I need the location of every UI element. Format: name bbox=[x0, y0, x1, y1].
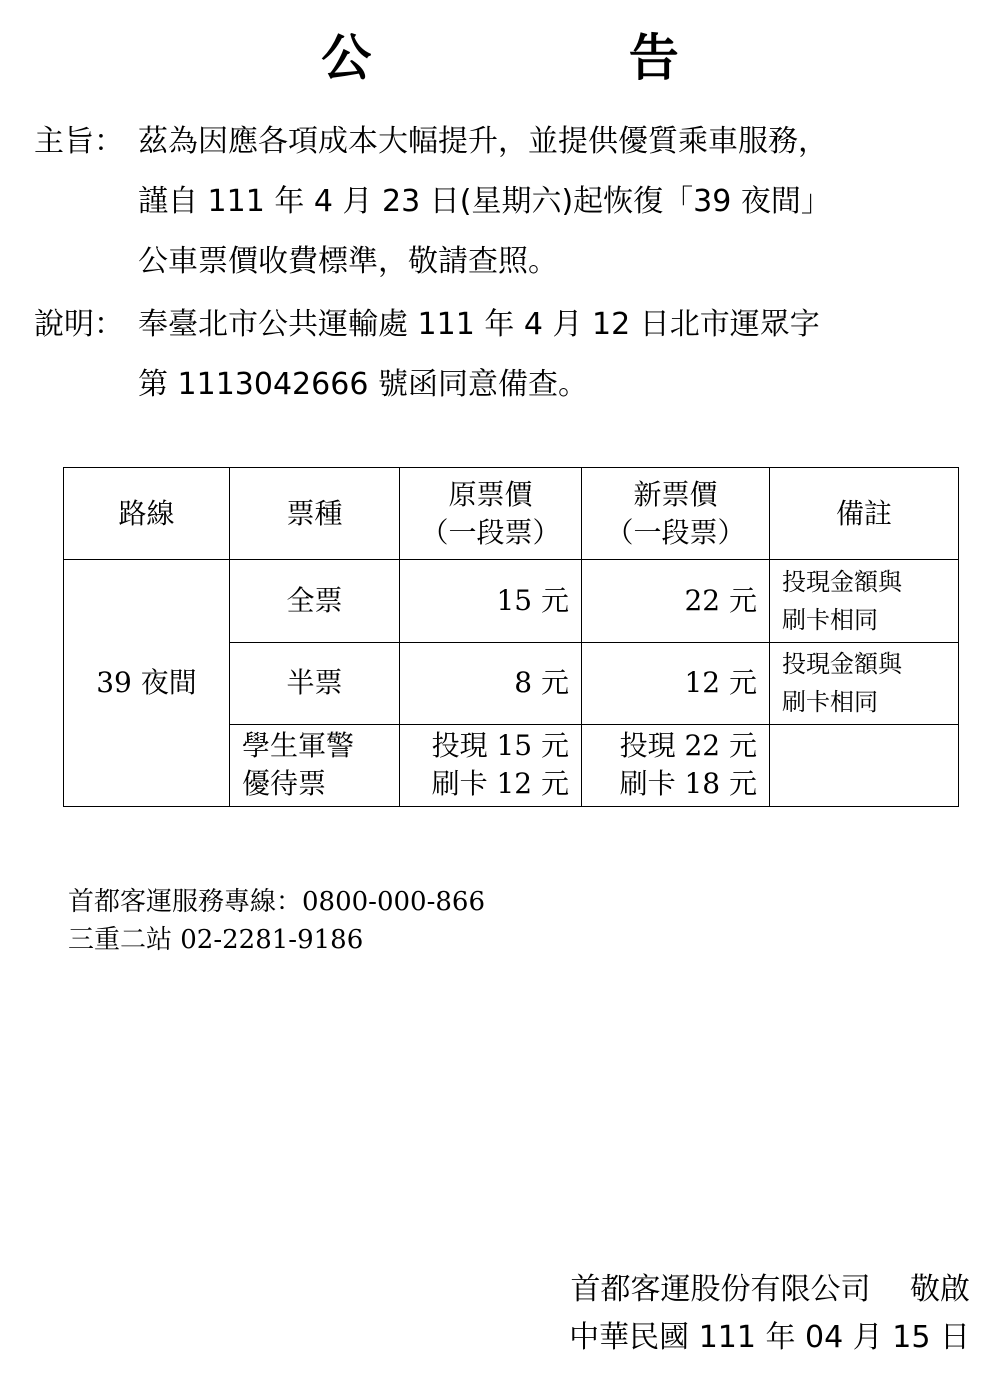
ticket-type-cell bbox=[230, 724, 400, 806]
old-price-card: 刷卡 12 元 bbox=[431, 767, 569, 801]
remark-text-1: 投現金額與 bbox=[782, 567, 902, 596]
subject-text-3: 公車票價收費標準，敬請查照。 bbox=[138, 244, 558, 279]
notice-title: 公 告 bbox=[321, 29, 799, 87]
old-price-cell bbox=[400, 560, 582, 642]
subject-line-1 bbox=[0, 122, 1000, 162]
header-ticket-type: 票種 bbox=[230, 468, 400, 560]
remark-text-2: 刷卡相同 bbox=[782, 688, 878, 717]
explanation-label: 說明： bbox=[34, 307, 124, 342]
explanation-text-1: 奉臺北市公共運輸處 111 年 4 月 12 日北市運眾字 bbox=[138, 307, 820, 342]
subject-text-2: 謹自 111 年 4 月 23 日(星期六)起恢復「39 夜間」 bbox=[138, 184, 831, 219]
ticket-type-text: 全票 bbox=[286, 583, 343, 617]
remark-text-2: 刷卡相同 bbox=[782, 605, 878, 634]
header-new-price-line-1: 新票價 bbox=[633, 477, 718, 511]
remark-cell bbox=[770, 560, 959, 642]
subject-text-1: 茲為因應各項成本大幅提升，並提供優質乘車服務， bbox=[138, 124, 828, 159]
explanation-text-2: 第 1113042666 號函同意備查。 bbox=[138, 367, 588, 402]
subject-line-2 bbox=[0, 182, 1000, 222]
fare-table bbox=[63, 467, 959, 807]
remark-cell bbox=[770, 642, 959, 724]
notice-date: 中華民國 111 年 04 月 15 日 bbox=[569, 1320, 970, 1355]
subject-line-3 bbox=[0, 242, 1000, 282]
header-old-price-line-1: 原票價 bbox=[448, 477, 533, 511]
new-price-text: 22 元 bbox=[684, 583, 757, 617]
new-price-cash: 投現 22 元 bbox=[619, 729, 757, 763]
ticket-type-cell bbox=[230, 642, 400, 724]
header-route: 路線 bbox=[64, 468, 230, 560]
old-price-cell bbox=[400, 642, 582, 724]
new-price-text: 12 元 bbox=[684, 666, 757, 700]
station-phone: 三重二站 02-2281-9186 bbox=[68, 925, 364, 955]
new-price-cell bbox=[582, 560, 770, 642]
header-new-price-line-2: （一段票） bbox=[605, 515, 746, 549]
explanation-line-2 bbox=[0, 365, 1000, 405]
service-hotline: 首都客運服務專線：0800-000-866 bbox=[68, 887, 485, 917]
ticket-type-text: 半票 bbox=[286, 666, 343, 700]
ticket-type-cell bbox=[230, 560, 400, 642]
header-remarks: 備註 bbox=[770, 468, 959, 560]
remark-cell bbox=[770, 724, 959, 806]
old-price-cash: 投現 15 元 bbox=[431, 729, 569, 763]
explanation-line-1 bbox=[0, 305, 1000, 345]
new-price-card: 刷卡 18 元 bbox=[619, 767, 757, 801]
company-signature: 首都客運股份有限公司 敬啟 bbox=[570, 1272, 970, 1307]
old-price-cell bbox=[400, 724, 582, 806]
new-price-cell bbox=[582, 724, 770, 806]
ticket-type-text-2: 優待票 bbox=[242, 767, 327, 801]
ticket-type-text-1: 學生軍警 bbox=[242, 729, 355, 763]
header-old-price-line-2: （一段票） bbox=[420, 515, 561, 549]
table-row bbox=[64, 560, 959, 642]
remark-text-1: 投現金額與 bbox=[782, 650, 902, 679]
header-old-price bbox=[400, 468, 582, 560]
header-new-price bbox=[582, 468, 770, 560]
new-price-cell bbox=[582, 642, 770, 724]
old-price-text: 15 元 bbox=[496, 583, 569, 617]
subject-label: 主旨： bbox=[34, 124, 124, 159]
old-price-text: 8 元 bbox=[514, 666, 569, 700]
table-header-row bbox=[64, 468, 959, 560]
route-cell: 39 夜間 bbox=[64, 560, 230, 807]
